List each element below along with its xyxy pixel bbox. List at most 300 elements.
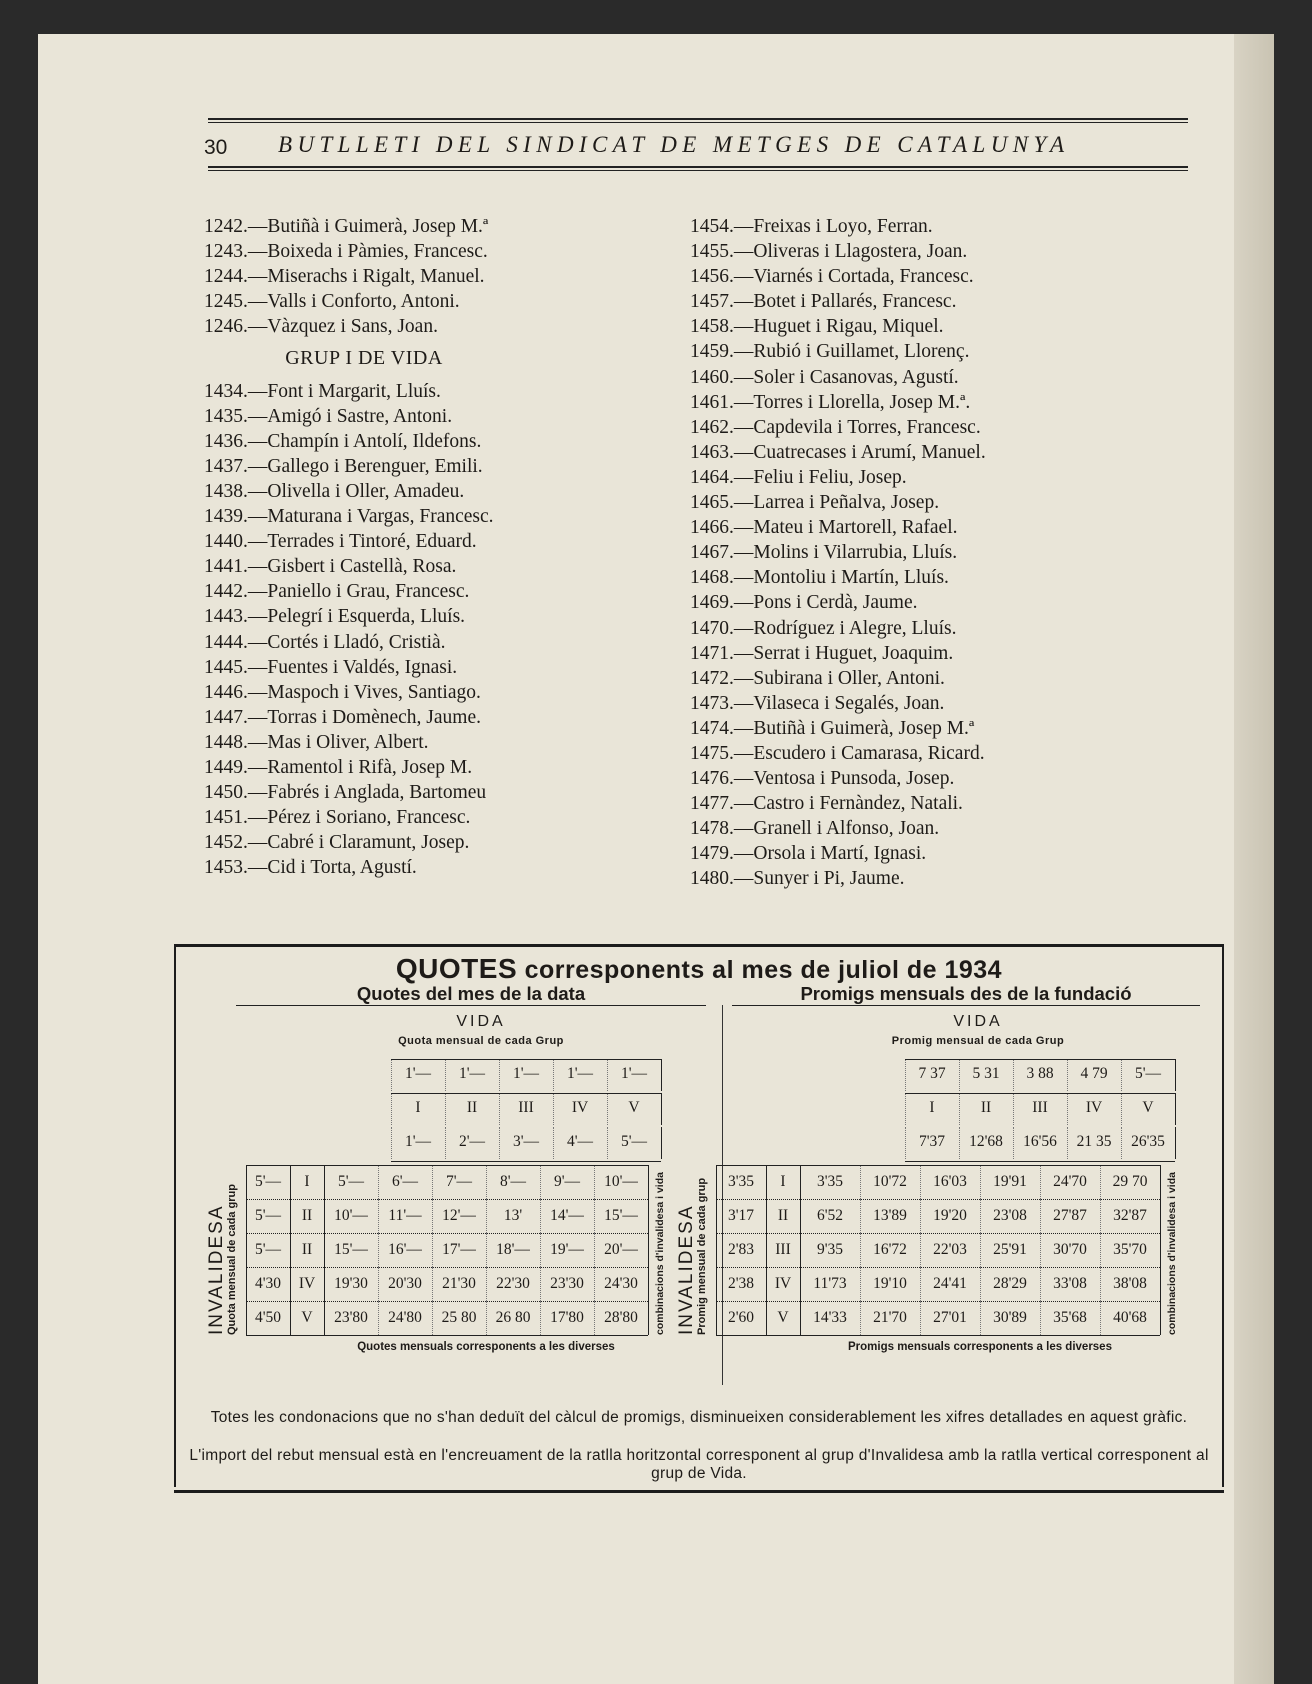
member-entry: 1477.—Castro i Fernàndez, Natali.	[690, 793, 963, 815]
grid-dotted-line	[594, 1267, 595, 1301]
grid-dotted-line	[607, 1059, 608, 1091]
grid-dotted-line	[905, 1093, 906, 1125]
grid-dotted-line	[486, 1301, 487, 1335]
grid-rule	[716, 1233, 1160, 1234]
vida-header-cell: IV	[1085, 1099, 1103, 1116]
member-entry: 1245.—Valls i Conforto, Antoni.	[204, 291, 460, 313]
grid-rule	[246, 1233, 648, 1234]
grid-dotted-line	[1067, 1093, 1068, 1125]
member-entry: 1470.—Rodríguez i Alegre, Lluís.	[690, 617, 957, 639]
combined-quota-cell: 22'03	[933, 1241, 967, 1258]
grid-dotted-line	[860, 1267, 861, 1301]
grid-dotted-line	[1100, 1233, 1101, 1267]
panel-heading: Promigs mensuals des de la fundació	[732, 983, 1200, 1006]
member-entry: 1474.—Butiñà i Guimerà, Josep M.ª	[690, 717, 975, 739]
invalidesa-group: II	[777, 1207, 789, 1224]
member-entry: 1442.—Paniello i Grau, Francesc.	[204, 581, 470, 603]
grid-dotted-line	[1040, 1233, 1041, 1267]
grid-dotted-line	[553, 1127, 554, 1159]
combinations-caption: Quotes mensuals corresponents a les diverses	[357, 1341, 615, 1353]
grid-border	[290, 1165, 291, 1335]
grid-dotted-line	[860, 1199, 861, 1233]
grid-dotted-line	[607, 1127, 608, 1159]
grid-dotted-line	[860, 1165, 861, 1199]
grid-dotted-line	[1040, 1267, 1041, 1301]
grid-dotted-line	[378, 1267, 379, 1301]
grid-dotted-line	[540, 1199, 541, 1233]
group-heading: GRUP I DE VIDA	[285, 347, 443, 370]
member-entry: 1440.—Terrades i Tintoré, Eduard.	[204, 531, 477, 553]
combined-quota-cell: 35'68	[1053, 1309, 1087, 1326]
member-entry: 1438.—Olivella i Oller, Amadeu.	[204, 480, 465, 502]
invalidesa-quota: 2'60	[727, 1309, 755, 1326]
member-entry: 1246.—Vàzquez i Sans, Joan.	[204, 316, 438, 338]
quotes-box-bottom-rule	[174, 1490, 1224, 1493]
combined-quota-cell: 23'80	[334, 1309, 368, 1326]
vida-header-cell: 1'—	[620, 1065, 648, 1082]
invalidesa-sublabel: Promig mensual de cada grup	[696, 1177, 708, 1335]
grid-border	[716, 1165, 717, 1335]
member-entry: 1437.—Gallego i Berenguer, Emili.	[204, 455, 483, 477]
combined-quota-cell: 12'—	[442, 1207, 476, 1224]
vida-header-cell: II	[466, 1099, 478, 1116]
combined-quota-cell: 15'—	[604, 1207, 638, 1224]
invalidesa-group: IV	[774, 1275, 792, 1292]
page-edge	[1234, 34, 1274, 1684]
grid-border	[1175, 1059, 1176, 1091]
grid-border	[1175, 1093, 1176, 1125]
vida-sublabel: Quota mensual de cada Grup	[398, 1035, 564, 1047]
grid-rule	[905, 1093, 1175, 1094]
grid-dotted-line	[540, 1301, 541, 1335]
member-entry: 1454.—Freixas i Loyo, Ferran.	[690, 216, 933, 237]
grid-dotted-line	[432, 1233, 433, 1267]
member-entry: 1459.—Rubió i Guillamet, Llorenç.	[690, 341, 970, 363]
grid-dotted-line	[540, 1233, 541, 1267]
right-member-column	[690, 214, 986, 892]
vida-header-cell: 12'68	[969, 1133, 1003, 1150]
quotes-title-main: QUOTES	[395, 953, 518, 984]
grid-dotted-line	[594, 1199, 595, 1233]
invalidesa-quota: 2'83	[727, 1241, 755, 1258]
grid-dotted-line	[959, 1127, 960, 1159]
member-entry: 1455.—Oliveras i Llagostera, Joan.	[690, 241, 968, 263]
invalidesa-quota: 3'35	[727, 1173, 755, 1190]
grid-rule	[716, 1301, 1160, 1302]
grid-dotted-line	[540, 1165, 541, 1199]
member-entry: 1244.—Miserachs i Rigalt, Manuel.	[204, 266, 485, 288]
vida-header-cell: 1'—	[458, 1065, 486, 1082]
grid-rule	[246, 1199, 648, 1200]
grid-dotted-line	[920, 1301, 921, 1335]
combined-quota-cell: 20'—	[604, 1241, 638, 1258]
invalidesa-group: V	[301, 1309, 313, 1326]
vida-sublabel: Promig mensual de cada Grup	[891, 1035, 1065, 1047]
invalidesa-group: V	[777, 1309, 789, 1326]
grid-dotted-line	[594, 1165, 595, 1199]
grid-rule	[716, 1199, 1160, 1200]
member-entry: 1476.—Ventosa i Punsoda, Josep.	[690, 768, 955, 790]
grid-border	[1160, 1165, 1161, 1335]
grid-dotted-line	[1100, 1267, 1101, 1301]
invalidesa-quota: 5'—	[254, 1173, 282, 1190]
combined-quota-cell: 27'87	[1053, 1207, 1087, 1224]
combined-quota-cell: 28'80	[604, 1309, 638, 1326]
grid-dotted-line	[553, 1059, 554, 1091]
vida-header-cell: 1'—	[512, 1065, 540, 1082]
grid-border	[766, 1165, 767, 1335]
grid-dotted-line	[980, 1267, 981, 1301]
grid-dotted-line	[445, 1093, 446, 1125]
member-entry: 1242.—Butiñà i Guimerà, Josep M.ª	[204, 216, 489, 237]
grid-border	[800, 1165, 801, 1335]
member-entry: 1464.—Feliu i Feliu, Josep.	[690, 466, 907, 488]
grid-dotted-line	[432, 1165, 433, 1199]
vida-header-cell: 7 37	[918, 1065, 946, 1082]
grid-dotted-line	[445, 1059, 446, 1091]
member-entry: 1452.—Cabré i Claramunt, Josep.	[204, 832, 470, 854]
member-entry: 1445.—Fuentes i Valdés, Ignasi.	[204, 656, 458, 678]
combined-quota-cell: 19'30	[334, 1275, 368, 1292]
vida-header-cell: 4'—	[566, 1133, 594, 1150]
combined-quota-cell: 14'—	[550, 1207, 584, 1224]
vida-label: VIDA	[953, 1013, 1003, 1030]
vida-header-cell: II	[980, 1099, 992, 1116]
invalidesa-group: I	[780, 1173, 786, 1190]
grid-dotted-line	[391, 1093, 392, 1125]
vida-header-cell: III	[1032, 1099, 1048, 1116]
member-entry: 1463.—Cuatrecases i Arumí, Manuel.	[690, 441, 986, 463]
vida-header-cell: 3 88	[1026, 1065, 1054, 1082]
combined-quota-cell: 23'08	[993, 1207, 1027, 1224]
grid-dotted-line	[959, 1093, 960, 1125]
member-entry: 1471.—Serrat i Huguet, Joaquim.	[690, 642, 954, 664]
combined-quota-cell: 29 70	[1112, 1173, 1148, 1190]
member-entry: 1460.—Soler i Casanovas, Agustí.	[690, 366, 959, 388]
member-entry: 1467.—Molins i Vilarrubia, Lluís.	[690, 542, 958, 564]
member-entry: 1448.—Mas i Oliver, Albert.	[204, 731, 429, 753]
quotes-box	[174, 944, 1224, 1487]
grid-dotted-line	[607, 1093, 608, 1125]
combined-quota-cell: 13'89	[873, 1207, 907, 1224]
combined-quota-cell: 21'30	[442, 1275, 476, 1292]
combined-quota-cell: 24'80	[388, 1309, 422, 1326]
combinations-label: combinacions d'invalidesa i vida	[1166, 1172, 1178, 1335]
grid-dotted-line	[1121, 1127, 1122, 1159]
combined-quota-cell: 10'72	[873, 1173, 907, 1190]
grid-dotted-line	[594, 1301, 595, 1335]
member-entry: 1449.—Ramentol i Rifà, Josep M.	[204, 756, 473, 778]
combined-quota-cell: 10'—	[604, 1173, 638, 1190]
grid-dotted-line	[920, 1267, 921, 1301]
grid-dotted-line	[499, 1093, 500, 1125]
grid-dotted-line	[1100, 1165, 1101, 1199]
grid-dotted-line	[486, 1267, 487, 1301]
grid-border	[246, 1165, 247, 1335]
combined-quota-cell: 16'72	[873, 1241, 907, 1258]
grid-dotted-line	[980, 1233, 981, 1267]
combined-quota-cell: 35'70	[1113, 1241, 1147, 1258]
vida-header-cell: V	[628, 1099, 640, 1116]
grid-dotted-line	[1040, 1199, 1041, 1233]
header-rule-bottom	[208, 166, 1188, 168]
member-entry: 1439.—Maturana i Vargas, Francesc.	[204, 506, 494, 528]
grid-dotted-line	[432, 1199, 433, 1233]
grid-rule	[716, 1165, 1160, 1166]
member-entry: 1243.—Boixeda i Pàmies, Francesc.	[204, 241, 488, 263]
left-member-column	[204, 214, 524, 880]
header-rule-top-thin	[208, 122, 1188, 123]
member-entry: 1457.—Botet i Pallarés, Francesc.	[690, 291, 957, 313]
combined-quota-cell: 21'70	[873, 1309, 907, 1326]
combined-quota-cell: 8'—	[499, 1173, 527, 1190]
grid-dotted-line	[1121, 1059, 1122, 1091]
member-entry: 1461.—Torres i Llorella, Josep M.ª.	[690, 391, 971, 413]
member-entry: 1480.—Sunyer i Pi, Jaume.	[690, 868, 905, 890]
grid-dotted-line	[860, 1233, 861, 1267]
grid-dotted-line	[378, 1199, 379, 1233]
quotes-title-rest: corresponents al mes de juliol de 1934	[524, 956, 1003, 984]
footnote-import: L'import del rebut mensual està en l'encreuament de la ratlla horitzontal corresponent al grup d'Invalidesa amb la ratlla vertical corresponent al grup de Vida.	[189, 1447, 1209, 1482]
combinations-caption: Promigs mensuals corresponents a les diverses	[848, 1341, 1112, 1353]
combined-quota-cell: 19'20	[933, 1207, 967, 1224]
vida-header-cell: IV	[571, 1099, 589, 1116]
vida-header-cell: 1'—	[566, 1065, 594, 1082]
grid-dotted-line	[1121, 1093, 1122, 1125]
grid-dotted-line	[1013, 1093, 1014, 1125]
combined-quota-cell: 38'08	[1113, 1275, 1147, 1292]
journal-title: BUTLLETI DEL SINDICAT DE METGES DE CATALUNYA	[278, 132, 1070, 157]
grid-dotted-line	[1100, 1301, 1101, 1335]
combined-quota-cell: 5'—	[337, 1173, 365, 1190]
grid-dotted-line	[432, 1267, 433, 1301]
member-entry: 1447.—Torras i Domènech, Jaume.	[204, 706, 481, 728]
combined-quota-cell: 22'30	[496, 1275, 530, 1292]
combined-quota-cell: 16'03	[933, 1173, 967, 1190]
vida-header-cell: 1'—	[404, 1065, 432, 1082]
grid-rule	[246, 1165, 648, 1166]
member-entry: 1456.—Viarnés i Cortada, Francesc.	[690, 266, 974, 288]
grid-rule	[905, 1059, 1175, 1060]
member-entry: 1462.—Capdevila i Torres, Francesc.	[690, 416, 981, 438]
combined-quota-cell: 6'52	[816, 1207, 844, 1224]
grid-dotted-line	[920, 1199, 921, 1233]
vida-header-cell: 16'56	[1023, 1133, 1057, 1150]
grid-dotted-line	[540, 1267, 541, 1301]
grid-dotted-line	[486, 1199, 487, 1233]
invalidesa-group: IV	[298, 1275, 316, 1292]
grid-rule	[905, 1161, 1175, 1162]
combined-quota-cell: 19'—	[550, 1241, 584, 1258]
grid-dotted-line	[486, 1165, 487, 1199]
invalidesa-quota: 2'38	[727, 1275, 755, 1292]
combined-quota-cell: 30'70	[1053, 1241, 1087, 1258]
combined-quota-cell: 32'87	[1113, 1207, 1147, 1224]
grid-dotted-line	[980, 1199, 981, 1233]
grid-dotted-line	[594, 1233, 595, 1267]
invalidesa-quota: 4'50	[254, 1309, 282, 1326]
vida-header-cell: 5'—	[620, 1133, 648, 1150]
vida-header-cell: 3'—	[512, 1133, 540, 1150]
grid-rule	[391, 1059, 661, 1060]
header-rule-top	[208, 118, 1188, 120]
member-entry: 1465.—Larrea i Peñalva, Josep.	[690, 492, 940, 514]
member-entry: 1441.—Gisbert i Castellà, Rosa.	[204, 556, 457, 578]
grid-rule	[246, 1335, 648, 1336]
footnote-condonacions: Totes les condonacions que no s'han deduït del càlcul de promigs, disminueixen considerablement les xifres detallades en aquest gràfic.	[210, 1409, 1188, 1426]
invalidesa-label: INVALIDESA	[206, 1204, 227, 1335]
combined-quota-cell: 17'80	[550, 1309, 584, 1326]
combined-quota-cell: 23'30	[550, 1275, 584, 1292]
grid-dotted-line	[486, 1233, 487, 1267]
member-entry: 1443.—Pelegrí i Esquerda, Lluís.	[204, 606, 466, 628]
panel-heading: Quotes del mes de la data	[236, 983, 706, 1006]
vida-header-cell: 2'—	[458, 1133, 486, 1150]
grid-dotted-line	[1013, 1059, 1014, 1091]
combined-quota-cell: 24'30	[604, 1275, 638, 1292]
combined-quota-cell: 26 80	[495, 1309, 531, 1326]
member-entry: 1435.—Amigó i Sastre, Antoni.	[204, 405, 453, 427]
grid-dotted-line	[905, 1059, 906, 1091]
grid-dotted-line	[1100, 1199, 1101, 1233]
invalidesa-quota: 5'—	[254, 1207, 282, 1224]
combined-quota-cell: 20'30	[388, 1275, 422, 1292]
combined-quota-cell: 6'—	[391, 1173, 419, 1190]
combined-quota-cell: 7'—	[445, 1173, 473, 1190]
grid-dotted-line	[391, 1127, 392, 1159]
grid-dotted-line	[1040, 1165, 1041, 1199]
vida-header-cell: V	[1142, 1099, 1154, 1116]
grid-border	[661, 1127, 662, 1159]
grid-dotted-line	[920, 1233, 921, 1267]
member-entry: 1458.—Huguet i Rigau, Miquel.	[690, 316, 944, 338]
halves-divider	[722, 1005, 723, 1385]
vida-header-cell: 5 31	[972, 1065, 1000, 1082]
invalidesa-label: INVALIDESA	[676, 1204, 697, 1335]
combined-quota-cell: 28'29	[993, 1275, 1027, 1292]
grid-dotted-line	[1067, 1059, 1068, 1091]
member-entry: 1451.—Pérez i Soriano, Francesc.	[204, 807, 471, 829]
grid-rule	[246, 1267, 648, 1268]
grid-dotted-line	[499, 1127, 500, 1159]
combined-quota-cell: 24'41	[933, 1275, 967, 1292]
grid-dotted-line	[1040, 1301, 1041, 1335]
member-entry: 1444.—Cortés i Lladó, Cristià.	[204, 631, 446, 653]
invalidesa-sublabel: Quota mensual de cada grup	[226, 1184, 238, 1335]
grid-dotted-line	[1013, 1127, 1014, 1159]
combined-quota-cell: 25'91	[993, 1241, 1027, 1258]
combined-quota-cell: 14'33	[813, 1309, 847, 1326]
grid-border	[324, 1165, 325, 1335]
combined-quota-cell: 11'—	[388, 1207, 422, 1224]
member-entry: 1478.—Granell i Alfonso, Joan.	[690, 818, 940, 840]
invalidesa-quota: 3'17	[727, 1207, 755, 1224]
vida-header-cell: 5'—	[1134, 1065, 1162, 1082]
combined-quota-cell: 27'01	[933, 1309, 967, 1326]
combined-quota-cell: 3'35	[816, 1173, 844, 1190]
grid-dotted-line	[378, 1233, 379, 1267]
grid-border	[648, 1165, 649, 1335]
member-entry: 1453.—Cid i Torta, Agustí.	[204, 857, 417, 879]
grid-dotted-line	[1067, 1127, 1068, 1159]
grid-dotted-line	[553, 1093, 554, 1125]
member-entry: 1473.—Vilaseca i Segalés, Joan.	[690, 692, 945, 714]
combinations-label: combinacions d'invalidesa i vida	[654, 1172, 666, 1335]
invalidesa-quota: 4'30	[254, 1275, 282, 1292]
combined-quota-cell: 19'10	[873, 1275, 907, 1292]
vida-header-cell: III	[518, 1099, 534, 1116]
grid-dotted-line	[980, 1301, 981, 1335]
member-entry: 1446.—Maspoch i Vives, Santiago.	[204, 681, 481, 703]
vida-header-cell: 7'37	[918, 1133, 946, 1150]
grid-dotted-line	[499, 1059, 500, 1091]
member-entry: 1466.—Mateu i Martorell, Rafael.	[690, 517, 958, 539]
grid-rule	[246, 1301, 648, 1302]
vida-header-cell: I	[415, 1099, 421, 1116]
grid-dotted-line	[980, 1165, 981, 1199]
member-entry: 1472.—Subirana i Oller, Antoni.	[690, 667, 945, 689]
combined-quota-cell: 9'35	[816, 1241, 844, 1258]
combined-quota-cell: 24'70	[1053, 1173, 1087, 1190]
member-entry: 1479.—Orsola i Martí, Ignasi.	[690, 843, 927, 865]
invalidesa-group: II	[301, 1207, 313, 1224]
grid-dotted-line	[445, 1127, 446, 1159]
member-entry: 1475.—Escudero i Camarasa, Ricard.	[690, 742, 985, 764]
grid-rule	[391, 1093, 661, 1094]
combined-quota-cell: 16'—	[388, 1241, 422, 1258]
page-number: 30	[204, 136, 228, 159]
invalidesa-group: II	[301, 1241, 313, 1258]
journal-page	[38, 34, 1274, 1684]
grid-rule	[716, 1335, 1160, 1336]
combined-quota-cell: 40'68	[1113, 1309, 1147, 1326]
combined-quota-cell: 15'—	[334, 1241, 368, 1258]
quotes-title	[176, 953, 1222, 985]
grid-dotted-line	[920, 1165, 921, 1199]
grid-border	[661, 1093, 662, 1125]
vida-header-cell: 4 79	[1080, 1065, 1108, 1082]
grid-dotted-line	[391, 1059, 392, 1091]
grid-border	[661, 1059, 662, 1091]
member-entry: 1469.—Pons i Cerdà, Jaume.	[690, 592, 918, 614]
grid-rule	[716, 1267, 1160, 1268]
combined-quota-cell: 19'91	[993, 1173, 1027, 1190]
combined-quota-cell: 25 80	[441, 1309, 477, 1326]
combined-quota-cell: 18'—	[496, 1241, 530, 1258]
vida-header-cell: I	[929, 1099, 935, 1116]
combined-quota-cell: 17'—	[442, 1241, 476, 1258]
grid-dotted-line	[378, 1165, 379, 1199]
member-entry: 1450.—Fabrés i Anglada, Bartomeu	[204, 782, 487, 804]
grid-dotted-line	[905, 1127, 906, 1159]
member-entry: 1434.—Font i Margarit, Lluís.	[204, 380, 441, 402]
vida-header-cell: 26'35	[1131, 1133, 1165, 1150]
vida-label: VIDA	[456, 1013, 506, 1030]
grid-border	[1175, 1127, 1176, 1159]
grid-dotted-line	[959, 1059, 960, 1091]
vida-header-cell: 21 35	[1076, 1133, 1112, 1150]
header-rule-bottom-thin	[208, 170, 1188, 171]
vida-header-cell: 1'—	[404, 1133, 432, 1150]
grid-dotted-line	[860, 1301, 861, 1335]
combined-quota-cell: 10'—	[334, 1207, 368, 1224]
grid-rule	[391, 1161, 661, 1162]
combined-quota-cell: 30'89	[993, 1309, 1027, 1326]
combined-quota-cell: 13'	[503, 1207, 523, 1224]
invalidesa-group: III	[775, 1241, 791, 1258]
combined-quota-cell: 9'—	[553, 1173, 581, 1190]
grid-dotted-line	[378, 1301, 379, 1335]
